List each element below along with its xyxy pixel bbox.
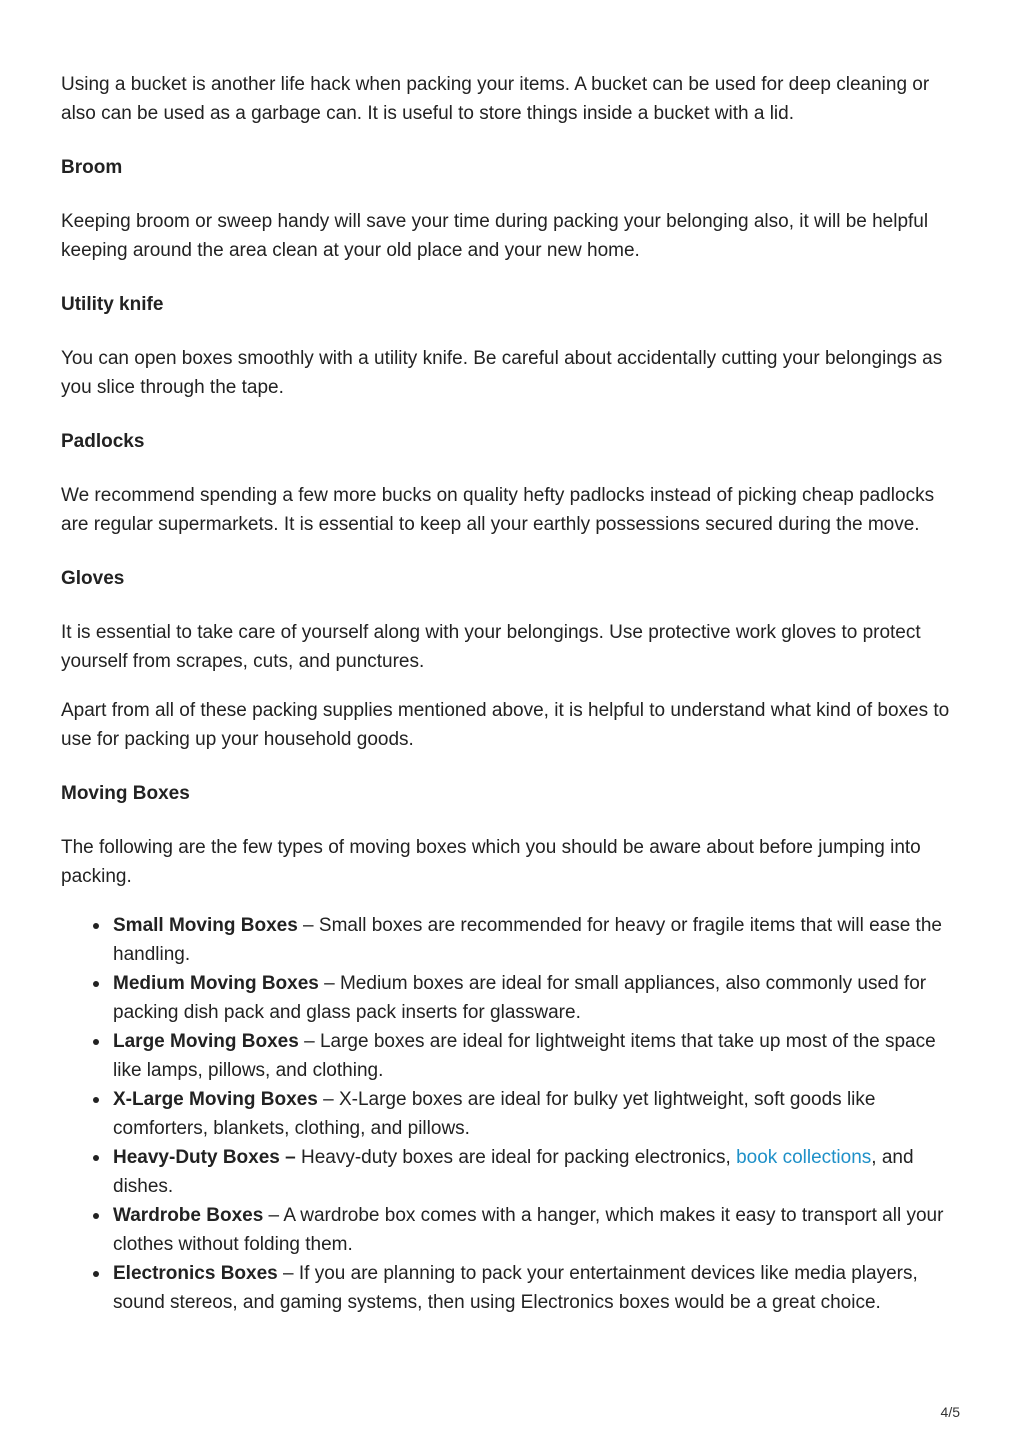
list-item-text: – If you are planning to pack your entertainment devices like media players, sound stereos, and gaming systems, then using Electronics boxes would be a great choice. xyxy=(113,1263,918,1313)
page-number: 4/5 xyxy=(940,1404,960,1420)
list-item-label: X-Large Moving Boxes xyxy=(113,1089,318,1110)
utility-knife-heading: Utility knife xyxy=(61,294,164,315)
broom-heading: Broom xyxy=(61,157,123,178)
list-item-text: Heavy-duty boxes are ideal for packing electronics, xyxy=(295,1147,737,1168)
list-item-label: Electronics Boxes xyxy=(113,1263,278,1284)
broom-paragraph: Keeping broom or sweep handy will save your time during packing your belonging also, it will be helpful keeping around the area clean at your old place and your new home. xyxy=(61,211,929,261)
list-item-wardrobe-boxes xyxy=(113,1201,966,1259)
moving-boxes-heading: Moving Boxes xyxy=(61,783,190,804)
list-item-heavy-duty-boxes xyxy=(113,1143,966,1201)
list-item-large-boxes xyxy=(113,1027,966,1085)
padlocks-paragraph: We recommend spending a few more bucks on quality hefty padlocks instead of picking cheap padlocks are regular supermarkets. It is essential to keep all your earthly possessions secured during the move. xyxy=(61,485,935,535)
apart-paragraph: Apart from all of these packing supplies mentioned above, it is helpful to understand what kind of boxes to use for packing up your household goods. xyxy=(61,700,950,750)
list-item-text: – Small boxes are recommended for heavy or fragile items that will ease the handling. xyxy=(113,915,942,965)
bucket-paragraph: Using a bucket is another life hack when packing your items. A bucket can be used for deep cleaning or also can be used as a garbage can. It is useful to store things inside a bucket with a lid. xyxy=(61,74,930,124)
gloves-heading: Gloves xyxy=(61,568,125,589)
list-item-text: – Medium boxes are ideal for small appliances, also commonly used for packing dish pack and glass pack inserts for glassware. xyxy=(113,973,927,1023)
padlocks-heading: Padlocks xyxy=(61,431,145,452)
list-item-label: Heavy-Duty Boxes – xyxy=(113,1147,296,1168)
list-item-small-boxes xyxy=(113,911,966,969)
gloves-paragraph: It is essential to take care of yourself along with your belongings. Use protective work gloves to protect yourself from scrapes, cuts, and punctures. xyxy=(61,622,921,672)
list-item-text: – Large boxes are ideal for lightweight items that take up most of the space like lamps, pillows, and clothing. xyxy=(113,1031,936,1081)
list-item-label: Medium Moving Boxes xyxy=(113,973,319,994)
utility-knife-paragraph: You can open boxes smoothly with a utility knife. Be careful about accidentally cutting your belongings as you slice through the tape. xyxy=(61,348,943,398)
list-item-xlarge-boxes xyxy=(113,1085,966,1143)
moving-boxes-intro: The following are the few types of moving boxes which you should be aware about before jumping into packing. xyxy=(61,837,921,887)
list-item-medium-boxes xyxy=(113,969,966,1027)
box-types-list xyxy=(61,911,966,1317)
list-item-text: – A wardrobe box comes with a hanger, which makes it easy to transport all your clothes without folding them. xyxy=(113,1205,944,1255)
list-item-label: Small Moving Boxes xyxy=(113,915,298,936)
list-item-text: – X-Large boxes are ideal for bulky yet lightweight, soft goods like comforters, blankets, clothing, and pillows. xyxy=(113,1089,876,1139)
article-body xyxy=(61,70,966,1317)
list-item-text: , and dishes. xyxy=(113,1147,914,1197)
list-item-label: Wardrobe Boxes xyxy=(113,1205,264,1226)
list-item-label: Large Moving Boxes xyxy=(113,1031,299,1052)
book-collections-link[interactable]: book collections xyxy=(736,1147,872,1168)
list-item-electronics-boxes xyxy=(113,1259,966,1317)
